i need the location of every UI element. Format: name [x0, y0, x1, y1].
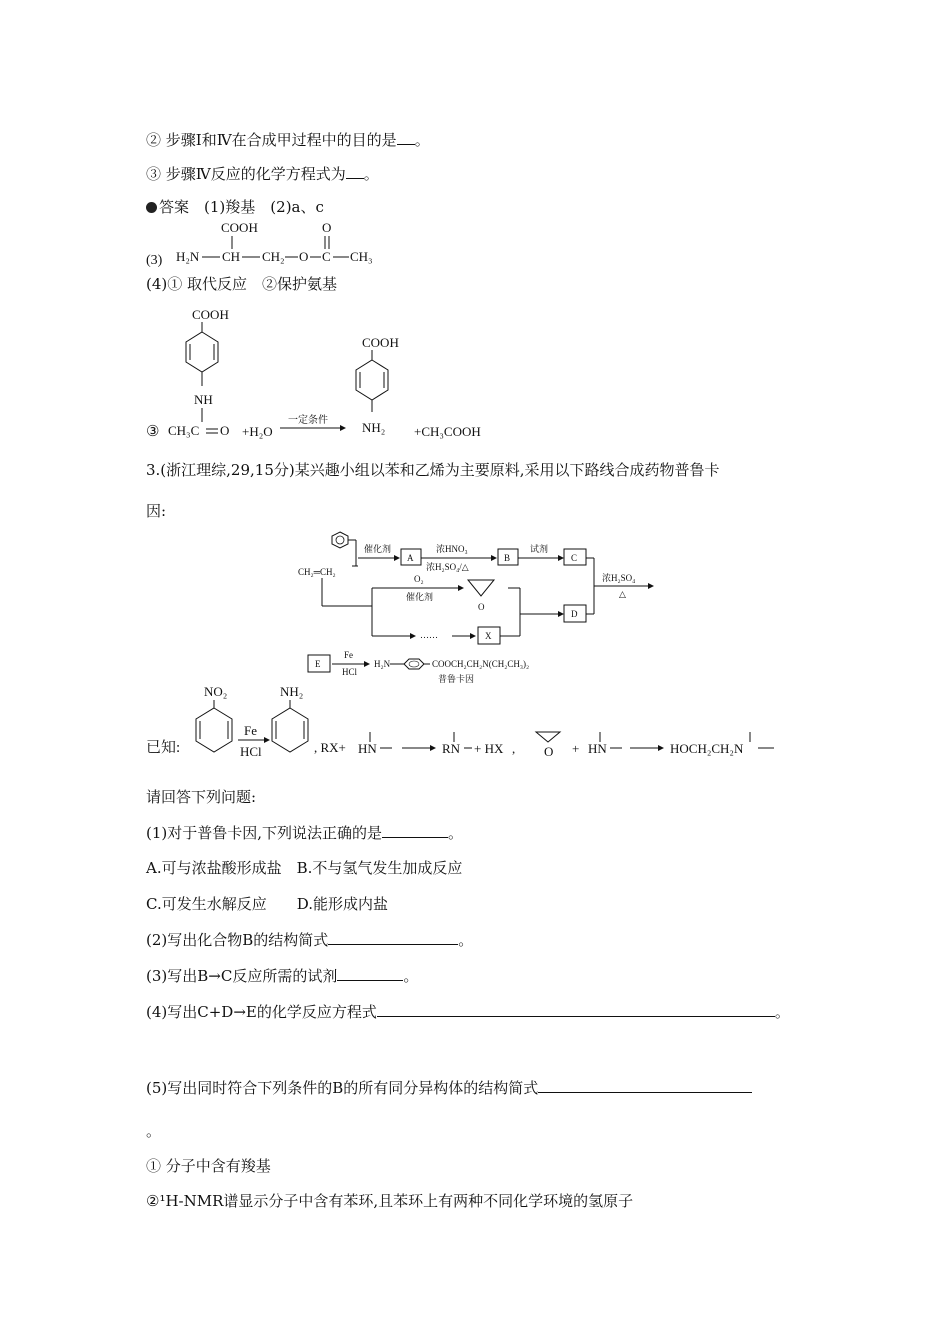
svg-text:+ HX: + HX [474, 741, 504, 756]
answer-4: (4)① 取代反应 ②保护氨基 [146, 275, 338, 293]
svg-text:普鲁卡因: 普鲁卡因 [438, 674, 475, 684]
svg-text:HN: HN [588, 741, 607, 756]
svg-text:H₂N: H₂N [374, 659, 391, 669]
answer-3-structure [146, 216, 386, 272]
svg-text:RN: RN [442, 741, 461, 756]
answer-line: 答案 (1)羧基 (2)a、c [146, 196, 324, 217]
svg-text:O: O [299, 249, 309, 264]
answer-blank[interactable] [397, 130, 415, 145]
svg-text:CH₂: CH₂ [262, 249, 285, 264]
q3-condition1: ① 分子中含有羧基 [146, 1157, 271, 1175]
svg-text:HCl: HCl [342, 667, 358, 677]
svg-text:HN: HN [358, 741, 377, 756]
svg-text:COOH: COOH [221, 220, 258, 235]
svg-text:催化剂: 催化剂 [364, 544, 392, 554]
svg-text:C: C [322, 249, 331, 264]
q3-sub1: (1)对于普鲁卡因,下列说法正确的是 。 [146, 824, 464, 842]
svg-text:HOCH₂CH₂N: HOCH₂CH₂N [670, 741, 744, 756]
q3-options-cd: C.可发生水解反应 D.能形成内盐 [146, 895, 388, 913]
svg-text:O: O [478, 602, 485, 612]
q2-item3: ③ 步骤Ⅳ反应的化学方程式为 。 [146, 165, 379, 183]
svg-text:O: O [544, 744, 554, 759]
known-reactions [140, 680, 790, 760]
svg-text:CH₂═CH₂: CH₂═CH₂ [298, 567, 336, 577]
svg-text:+H₂O: +H₂O [242, 424, 273, 439]
q3-prompt: 请回答下列问题: [146, 788, 257, 806]
answer-icon [146, 202, 157, 213]
svg-text:NH₂: NH₂ [280, 684, 304, 699]
svg-text:HCl: HCl [240, 744, 262, 759]
svg-text:(3): (3) [146, 253, 163, 268]
svg-text:, RX+: , RX+ [314, 740, 346, 755]
svg-text:E: E [315, 659, 321, 669]
q3-intro-line2: 因: [146, 502, 167, 520]
answer-4-3-equation [140, 302, 500, 444]
svg-text:NH: NH [194, 392, 213, 407]
svg-text:O: O [220, 423, 230, 438]
svg-text:已知:: 已知: [146, 740, 181, 756]
svg-text:X: X [485, 631, 492, 641]
answer-blank[interactable] [377, 1002, 775, 1017]
answer-blank[interactable] [328, 930, 458, 945]
svg-text:试剂: 试剂 [530, 544, 549, 554]
svg-text:C: C [571, 553, 578, 563]
svg-text:D: D [571, 609, 578, 619]
svg-text:Fe: Fe [244, 723, 257, 738]
svg-text:催化剂: 催化剂 [406, 592, 434, 602]
svg-text:CH: CH [222, 249, 241, 264]
answer-blank[interactable] [538, 1078, 752, 1093]
answer-blank[interactable] [346, 164, 364, 179]
q3-sub3: (3)写出B→C反应所需的试剂 。 [146, 967, 419, 985]
svg-text:H₂N: H₂N [176, 249, 200, 264]
svg-text:③: ③ [146, 424, 160, 440]
answer-blank[interactable] [337, 966, 403, 981]
svg-text:一定条件: 一定条件 [288, 415, 328, 426]
svg-text:浓H₂SO₄: 浓H₂SO₄ [602, 573, 636, 583]
synthesis-scheme [298, 530, 658, 686]
svg-text:O: O [322, 220, 332, 235]
svg-text:COOH: COOH [362, 335, 399, 350]
svg-text:……: …… [420, 630, 438, 640]
q3-sub2: (2)写出化合物B的结构简式 。 [146, 931, 474, 949]
svg-text:A: A [407, 553, 414, 563]
q3-sub4: (4)写出C+D→E的化学反应方程式 。 [146, 1003, 790, 1021]
svg-text:+CH₃COOH: +CH₃COOH [414, 424, 481, 439]
svg-text:,: , [512, 741, 516, 756]
q3-intro-line1: 3.(浙江理综,29,15分)某兴趣小组以苯和乙烯为主要原料,采用以下路线合成药物普鲁卡 [146, 461, 720, 479]
svg-text:B: B [504, 553, 511, 563]
svg-text:COOCH₂CH₂N(CH₂CH₃)₂: COOCH₂CH₂N(CH₂CH₃)₂ [432, 659, 530, 669]
q2-item2: ② 步骤Ⅰ和Ⅳ在合成甲过程中的目的是 。 [146, 131, 430, 149]
svg-text:浓H₂SO₄/△: 浓H₂SO₄/△ [426, 562, 469, 572]
svg-text:浓HNO₃: 浓HNO₃ [436, 544, 468, 554]
answer-blank[interactable] [382, 823, 448, 838]
svg-text:NH₂: NH₂ [362, 420, 386, 435]
svg-text:+: + [572, 741, 580, 756]
q3-condition2: ②¹H-NMR谱显示分子中含有苯环,且苯环上有两种不同化学环境的氢原子 [146, 1192, 634, 1210]
svg-text:CH₃: CH₃ [350, 249, 373, 264]
q3-sub5-period: 。 [146, 1122, 162, 1140]
q3-sub5: (5)写出同时符合下列条件的B的所有同分异构体的结构简式 [146, 1077, 752, 1098]
svg-text:△: △ [619, 589, 626, 599]
svg-text:COOH: COOH [192, 307, 229, 322]
svg-text:NO₂: NO₂ [204, 684, 228, 699]
svg-text:CH₃C: CH₃C [168, 423, 200, 438]
q3-options-ab: A.可与浓盐酸形成盐 B.不与氢气发生加成反应 [146, 859, 463, 877]
svg-text:Fe: Fe [344, 650, 353, 660]
svg-text:O₂: O₂ [414, 574, 424, 584]
